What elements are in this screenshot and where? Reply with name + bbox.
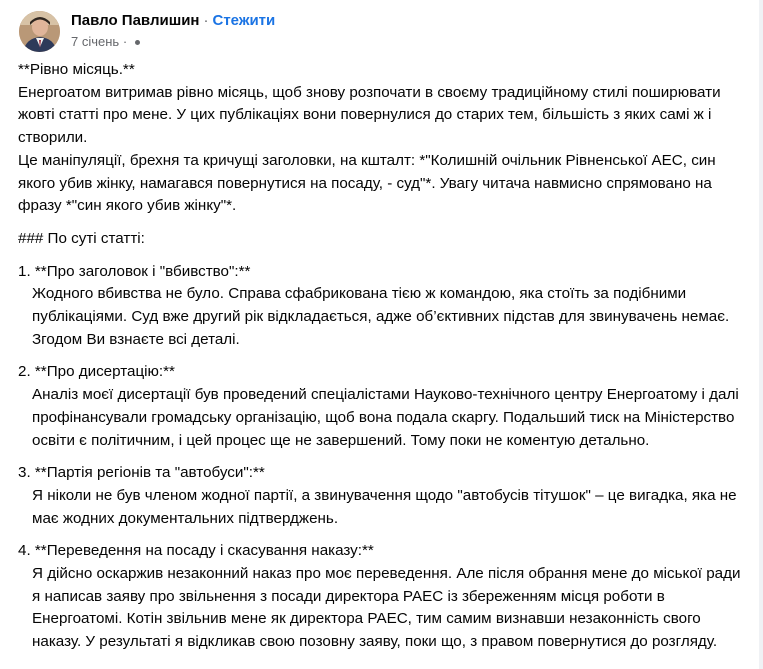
time-separator: · — [122, 34, 128, 49]
post-header — [19, 7, 275, 55]
point-2-title: 2. **Про дисертацію:** — [18, 363, 175, 381]
avatar-image — [19, 11, 60, 52]
follow-button[interactable]: Стежити — [212, 12, 276, 29]
scrollbar[interactable] — [759, 0, 763, 669]
author-avatar[interactable] — [19, 11, 60, 52]
point-3-body: Я ніколи не був членом жодної партії, а звинувачення щодо "автобусів тітушок" – це вигадка, яка не має жодних документальних підтверджень. — [32, 486, 737, 527]
post-text — [18, 59, 743, 654]
point-3-title: 3. **Партія регіонів та "автобуси":** — [18, 464, 265, 482]
section-heading: ### По суті статті: — [18, 229, 145, 247]
author-name[interactable]: Павло Павлишин — [71, 12, 200, 29]
paragraph-heading: **Рівно місяць.** — [18, 61, 135, 78]
point-4-title: 4. **Переведення на посаду і скасування наказу:** — [18, 542, 374, 560]
point-4-body: Я дійсно оскаржив незаконний наказ про моє переведення. Але після обрання мене до міської ради я написав заяву про звільнення з посади директора РАЕС із збереженням місця роботи в Енергоатомі. Котін звільнив мене як директора РАЕС, тим самим визнавши незаконність свого наказу. У результаті я відкликав свою позовну заяву, поки що, з правом повернутися до розгляду. — [32, 565, 741, 651]
point-1-body: Жодного вбивства не було. Справа сфабрикована тією ж командою, яка стоїть за подібними публікаціями. Суд вже другий рік відкладається, адже об’єктивних підстав для звинувачень немає. Згодом Ви взнаєте всі деталі. — [32, 285, 730, 348]
separator-dot: · — [203, 12, 209, 29]
time-row — [71, 34, 275, 50]
globe-icon — [135, 40, 140, 45]
paragraph-intro: Енергоатом витримав рівно місяць, щоб знову розпочати в своєму традиційному стилі поширювати жовті статті про мене. У цих публікаціях вони повернулися до старих тем, більшість з яких самі ж і створили. — [18, 83, 721, 147]
post-meta — [71, 12, 275, 50]
post-timestamp[interactable]: 7 січень — [71, 34, 120, 49]
point-2-body: Аналіз моєї дисертації був проведений спеціалістами Науково-технічного центру Енергоатому і далі профінансували громадську організацію, щоб вона подала скаргу. Подальший тиск на Міністерство освіти є політичним, і цей процес ще не завершений. Тому поки не коментую детально. — [32, 386, 739, 449]
point-1-title: 1. **Про заголовок і "вбивство":** — [18, 262, 251, 280]
paragraph-manipulation: Це маніпуляції, брехня та кричущі заголовки, на кшталт: *"Колишній очільник Рівненської АЕС, син якого убив жінку, намагався повернутися на посаду, - суд"*. Увагу читача навмисно спрямовано на фразу *"син якого убив жінку"*. — [18, 151, 716, 215]
name-row — [71, 12, 275, 29]
